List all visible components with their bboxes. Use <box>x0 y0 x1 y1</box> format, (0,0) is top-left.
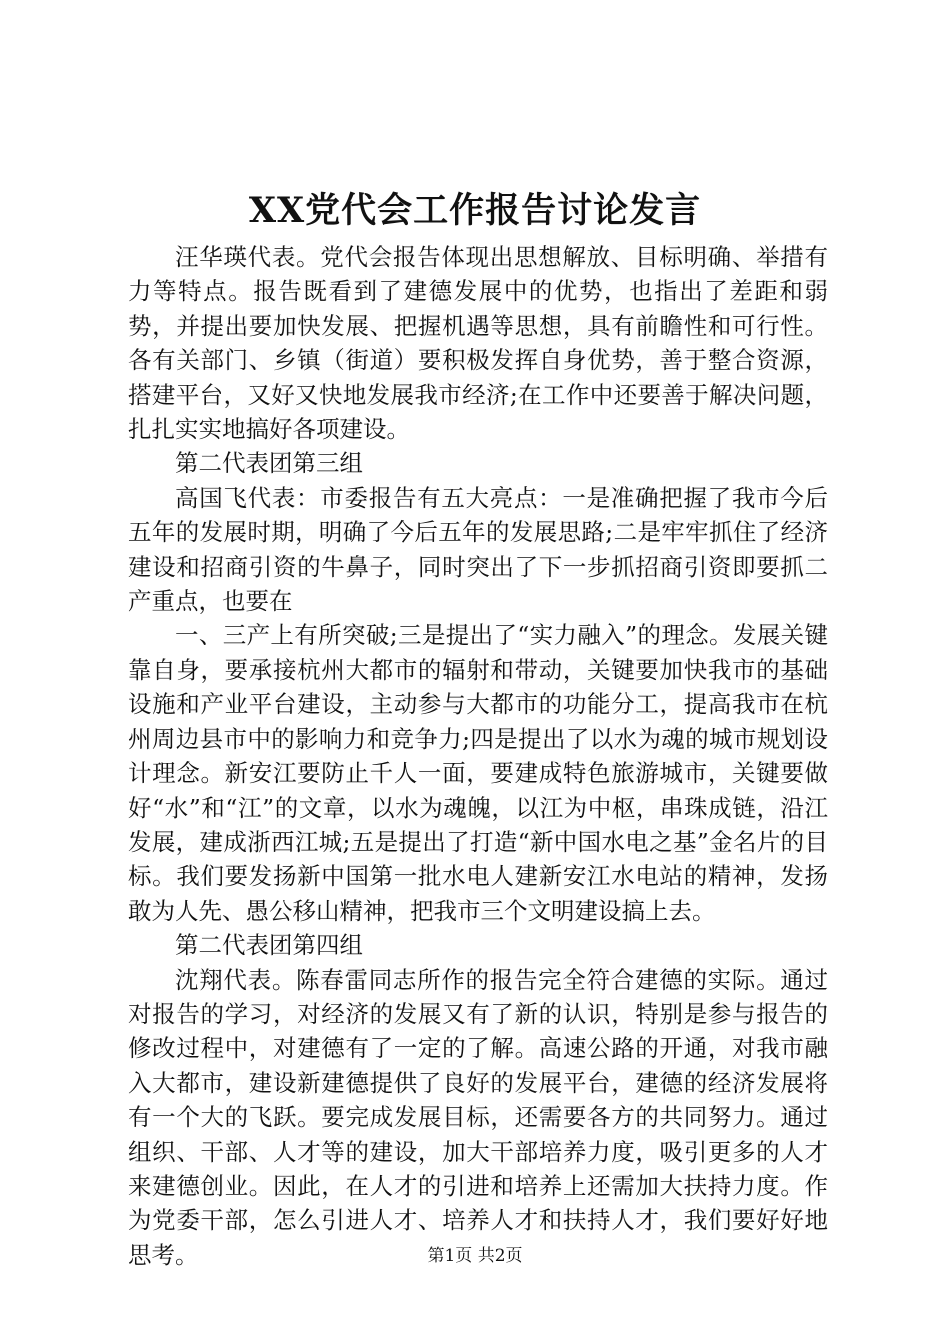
paragraph-shen-xiang: 沈翔代表。陈春雷同志所作的报告完全符合建德的实际。通过对报告的学习，对经济的发展又有了新的认识，特别是参与报告的修改过程中，对建德有了一定的了解。高速公路的开通，对我市融入大都市，建设新建德提供了良好的发展平台，建德的经济发展将有一个大的飞跃。要完成发展目标，还需要各方的共同努力。通过组织、干部、人才等的建设，加大干部培养力度，吸引更多的人才来建德创业。因此，在人才的引进和培养上还需加大扶持力度。作为党委干部，怎么引进人才、培养人才和扶持人才，我们要好好地思考。 <box>128 965 828 1269</box>
paragraph-gao-guofei: 高国飞代表：市委报告有五大亮点：一是准确把握了我市今后五年的发展时期，明确了今后五年的发展思路;二是牢牢抓住了经济建设和招商引资的牛鼻子，同时突出了下一步抓招商引资即要抓二产重点，也要在 <box>128 483 828 616</box>
group-heading-fourth: 第二代表团第四组 <box>175 931 363 960</box>
document-title: XX党代会工作报告讨论发言 <box>248 190 702 231</box>
paragraph-wang-huaying: 汪华瑛代表。党代会报告体现出思想解放、目标明确、举措有力等特点。报告既看到了建德发展中的优势，也指出了差距和弱势，并提出要加快发展、把握机遇等思想，具有前瞻性和可行性。各有关部门、乡镇（街道）要积极发挥自身优势，善于整合资源，搭建平台，又好又快地发展我市经济;在工作中还要善于解决问题，扎扎实实地搞好各项建设。 <box>128 243 828 444</box>
group-heading-third: 第二代表团第三组 <box>175 449 363 478</box>
page-footer: 第1页 共2页 <box>427 1246 523 1266</box>
document-body <box>128 240 828 1272</box>
paragraph-highlights-continued: 一、三产上有所突破;三是提出了“实力融入”的理念。发展关键靠自身，要承接杭州大都市的辐射和带动，关键要加快我市的基础设施和产业平台建设，主动参与大都市的功能分工，提高我市在杭州周边县市中的影响力和竞争力;四是提出了以水为魂的城市规划设计理念。新安江要防止千人一面，要建成特色旅游城市，关键要做好“水”和“江”的文章，以水为魂魄，以江为中枢，串珠成链，沿江发展，建成浙西江城;五是提出了打造“新中国水电之基”金名片的目标。我们要发扬新中国第一批水电人建新安江水电站的精神，发扬敢为人先、愚公移山精神，把我市三个文明建设搞上去。 <box>128 621 828 925</box>
